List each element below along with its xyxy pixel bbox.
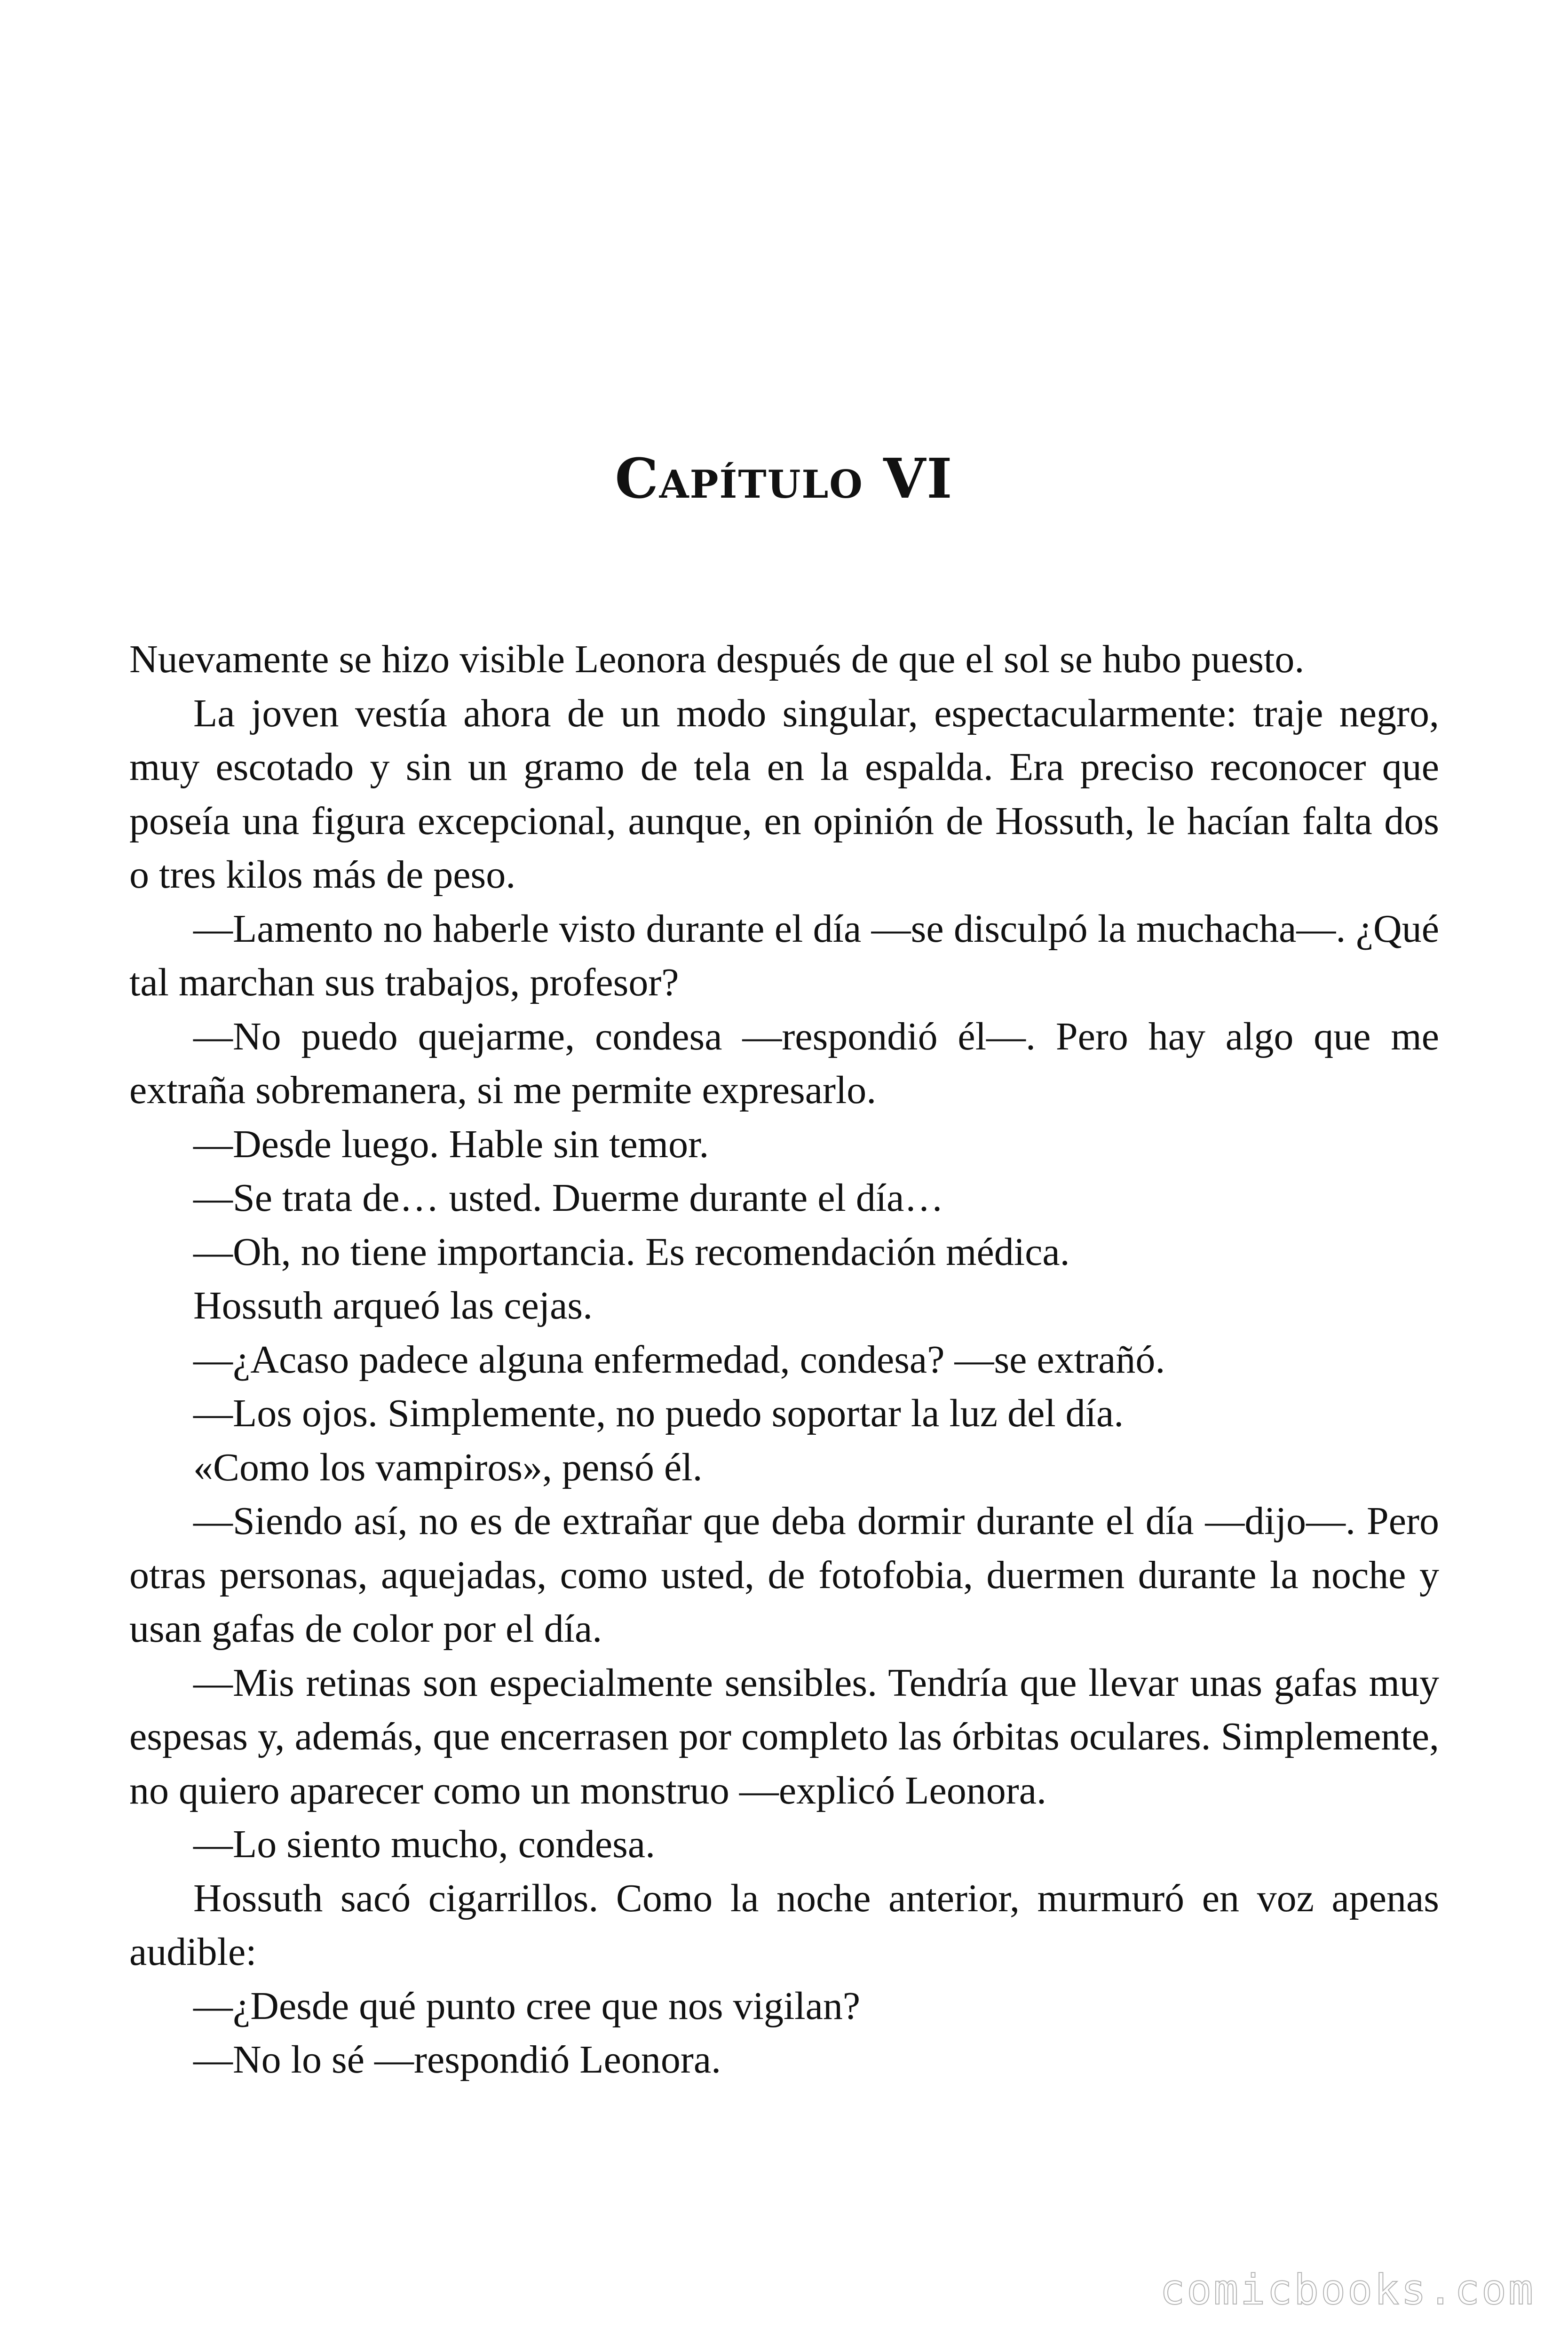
paragraph: —Los ojos. Simplemente, no puedo soportar la luz del día. <box>193 1391 1124 1435</box>
watermark: comicbooks.com <box>1160 2265 1535 2314</box>
paragraph: La joven vestía ahora de un modo singular, espectacularmente: traje negro, muy escotado y sin un gramo de tela en la espalda. Era preciso reconocer que poseía una figura excepcional, aunque, en opinión de Hossuth, le hacían falta dos o tres kilos más de peso. <box>129 691 1439 897</box>
paragraph: —Lo siento mucho, condesa. <box>193 1822 656 1866</box>
paragraph: Hossuth sacó cigarrillos. Como la noche anterior, murmuró en voz apenas audible: <box>129 1876 1439 1974</box>
paragraph: —Mis retinas son especialmente sensibles. Tendría que llevar unas gafas muy espesas y, además, que encerrasen por completo las órbitas oculares. Simplemente, no quiero aparecer como un monstruo —explicó Leonora. <box>129 1661 1439 1812</box>
chapter-body <box>129 633 1439 2087</box>
paragraph: —No lo sé —respondió Leonora. <box>193 2038 721 2082</box>
paragraph: Hossuth arqueó las cejas. <box>193 1284 593 1327</box>
paragraph: —Oh, no tiene importancia. Es recomendación médica. <box>193 1230 1070 1274</box>
paragraph: Nuevamente se hizo visible Leonora después de que el sol se hubo puesto. <box>129 637 1305 681</box>
paragraph: «Como los vampiros», pensó él. <box>193 1445 703 1489</box>
paragraph: —¿Acaso padece alguna enfermedad, condesa? —se extrañó. <box>193 1337 1165 1382</box>
paragraph: —Desde luego. Hable sin temor. <box>193 1122 709 1166</box>
paragraph: —Se trata de… usted. Duerme durante el día… <box>193 1176 944 1220</box>
paragraph: —Siendo así, no es de extrañar que deba dormir durante el día —dijo—. Pero otras personas, aquejadas, como usted, de fotofobia, duermen durante la noche y usan gafas de color por el día. <box>129 1499 1439 1651</box>
chapter-title: Capítulo VI <box>615 447 953 511</box>
paragraph: —¿Desde qué punto cree que nos vigilan? <box>193 1984 861 2028</box>
paragraph: —No puedo quejarme, condesa —respondió él—. Pero hay algo que me extraña sobremanera, si me permite expresarlo. <box>129 1014 1439 1112</box>
paragraph: —Lamento no haberle visto durante el día —se disculpó la muchacha—. ¿Qué tal marchan sus trabajos, profesor? <box>129 906 1439 1004</box>
